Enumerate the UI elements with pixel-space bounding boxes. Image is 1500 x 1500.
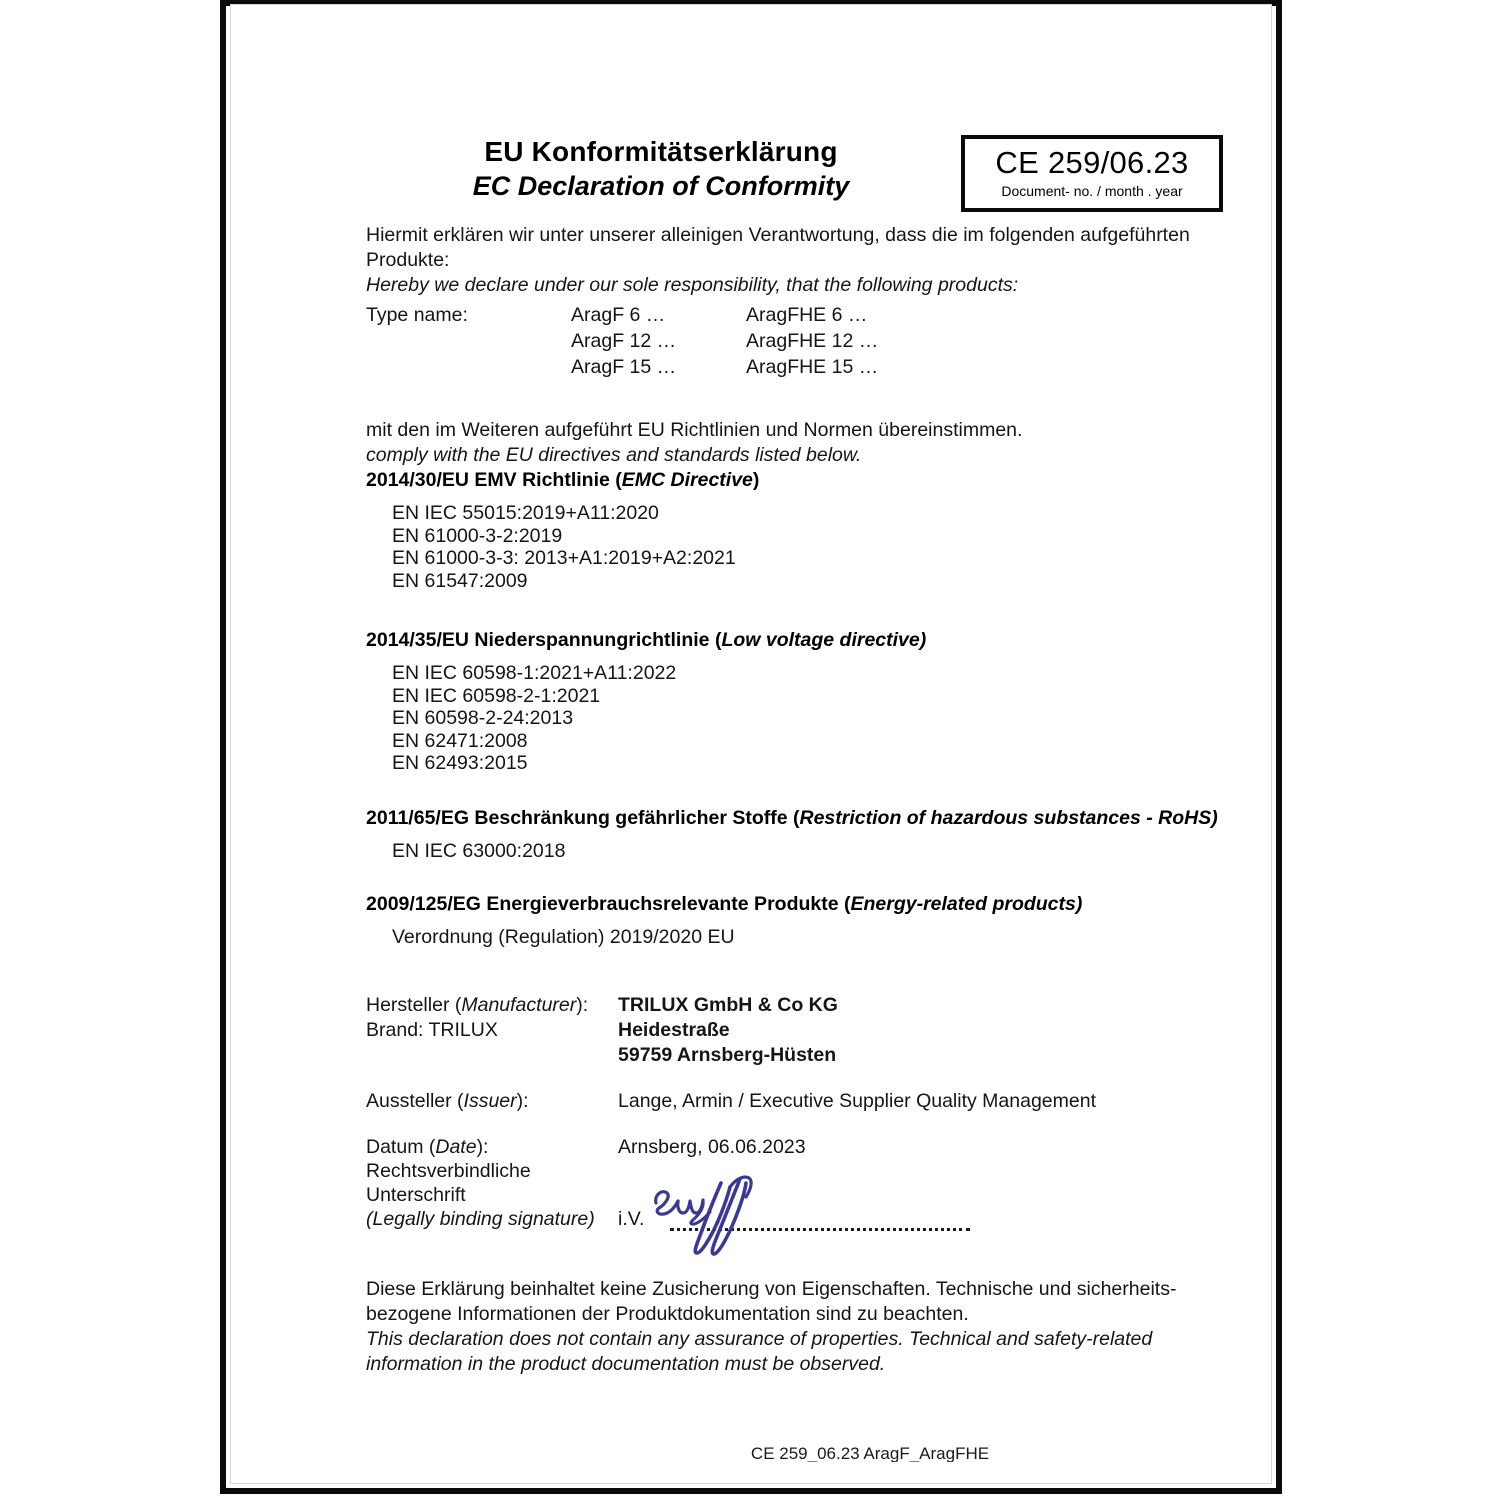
type-name-block	[366, 302, 1066, 380]
document-number: CE 259/06.23	[995, 145, 1189, 180]
type-name-label: Type name:	[366, 304, 468, 326]
standard-item: EN IEC 60598-1:2021+A11:2022	[392, 662, 677, 684]
directive-heading-tail: )	[752, 469, 760, 491]
issuer-row	[366, 1089, 1266, 1114]
manufacturer-name: TRILUX GmbH & Co KG	[618, 994, 838, 1016]
intro-de-line2: Produkte:	[366, 249, 450, 271]
directive-heading	[366, 627, 1266, 653]
directive-heading-italic: EMC Directive	[621, 469, 753, 491]
intro-en-line: Hereby we declare under our sole responsibility, that the following products:	[366, 274, 1019, 296]
brand-label: Brand: TRILUX	[366, 1019, 498, 1041]
manufacturer-label-tail: ):	[576, 994, 589, 1016]
date-label-italic: Date	[435, 1136, 477, 1158]
type-value-aragfhe: AragFHE 6 …	[746, 304, 868, 326]
directive-heading	[366, 891, 1266, 917]
document-number-caption: Document- no. / month . year	[1001, 183, 1183, 199]
footer-text: CE 259_06.23 AragF_AragFHE	[750, 1444, 990, 1462]
comply-en: comply with the EU directives and standards listed below.	[366, 444, 862, 466]
type-row	[366, 354, 1066, 380]
spacer	[366, 1114, 1266, 1135]
directive-heading-main: 2014/35/EU Niederspannungrichtlinie (	[366, 629, 722, 651]
manufacturer-row	[366, 993, 1266, 1018]
page-inner-border	[230, 4, 1272, 1484]
disclaimer-de-line2: bezogene Informationen der Produktdokumentation sind zu beachten.	[366, 1303, 969, 1325]
standard-item: EN 61000-3-2:2019	[392, 524, 563, 547]
type-row	[366, 328, 1066, 354]
signature-caption-line1: Rechtsverbindliche	[366, 1160, 531, 1182]
directive-section-energy-related	[366, 891, 1266, 949]
standard-item: EN 61000-3-3: 2013+A1:2019+A2:2021	[392, 547, 736, 569]
issuer-label	[366, 1089, 618, 1114]
page-title-en: EC Declaration of Conformity	[472, 171, 850, 201]
metadata-block	[366, 993, 1266, 1160]
type-value-aragf: AragF 15 …	[571, 356, 677, 378]
directive-heading	[366, 467, 1266, 493]
standard-item: EN 62493:2015	[392, 752, 528, 774]
directive-heading-italic: Energy-related products)	[850, 893, 1083, 915]
signature-dotted-line	[670, 1211, 970, 1231]
date-label-tail: ):	[476, 1136, 489, 1158]
type-value-aragfhe: AragFHE 15 …	[746, 356, 879, 378]
brand-row	[366, 1018, 1266, 1043]
date-label	[366, 1135, 618, 1160]
standard-item: EN IEC 63000:2018	[392, 840, 566, 862]
date-label-de: Datum (	[366, 1136, 436, 1158]
disclaimer-de-line1: Diese Erklärung beinhaltet keine Zusicherung von Eigenschaften. Technische und sicherheits-	[366, 1278, 1177, 1300]
address-spacer	[366, 1043, 618, 1068]
manufacturer-label-de: Hersteller (	[366, 994, 462, 1016]
signature-row	[366, 1207, 1266, 1231]
directive-heading-italic: Restriction of hazardous substances - RoHS)	[799, 807, 1218, 829]
directive-section-low-voltage	[366, 627, 1266, 775]
manufacturer-city: 59759 Arnsberg-Hüsten	[618, 1044, 837, 1066]
disclaimer-block	[366, 1277, 1246, 1377]
directive-heading-main: 2014/30/EU EMV Richtlinie (	[366, 469, 622, 491]
standard-item: EN 60598-2-24:2013	[392, 707, 574, 729]
standard-item: EN IEC 55015:2019+A11:2020	[392, 502, 659, 524]
directive-heading-main: 2011/65/EG Beschränkung gefährlicher Stoffe (	[366, 807, 800, 829]
standard-item: Verordnung (Regulation) 2019/2020 EU	[392, 926, 735, 948]
document-body	[231, 5, 1271, 1483]
manufacturer-label	[366, 993, 618, 1018]
disclaimer-en-line2: information in the product documentation must be observed.	[366, 1353, 886, 1375]
signature-block	[366, 1159, 1266, 1231]
type-value-aragfhe: AragFHE 12 …	[746, 330, 879, 352]
document-number-box	[961, 135, 1223, 212]
directive-section-rohs	[366, 805, 1266, 863]
signature-iv-label: i.V.	[618, 1208, 645, 1230]
date-value: Arnsberg, 06.06.2023	[618, 1136, 806, 1158]
type-spacer	[366, 328, 571, 354]
directive-section-emc	[366, 467, 1266, 592]
comply-paragraph	[366, 418, 1246, 468]
directive-heading-italic: Low voltage directive)	[721, 629, 927, 651]
intro-de-line1: Hiermit erklären wir unter unserer alleinigen Verantwortung, dass die im folgenden aufgeführten	[366, 224, 1190, 246]
signature-caption-line3: (Legally binding signature)	[366, 1208, 595, 1230]
signature-caption-line2: Unterschrift	[366, 1184, 466, 1206]
standards-list	[392, 840, 1266, 863]
spacer	[366, 1068, 1266, 1089]
type-spacer	[366, 354, 571, 380]
type-row	[366, 302, 1066, 328]
page-title-de: EU Konformitätserklärung	[484, 136, 838, 167]
document-title-block	[361, 135, 961, 203]
issuer-label-tail: ):	[516, 1090, 529, 1112]
standards-list	[392, 926, 1266, 949]
standard-item: EN 62471:2008	[392, 729, 528, 752]
issuer-value: Lange, Armin / Executive Supplier Quality Management	[618, 1090, 1097, 1112]
standard-item: EN IEC 60598-2-1:2021	[392, 684, 601, 707]
standards-list	[392, 502, 1266, 592]
directive-heading	[366, 805, 1266, 831]
page-footer	[0, 1444, 1500, 1462]
document-page	[220, 0, 1282, 1494]
type-value-aragf: AragF 6 …	[571, 304, 666, 326]
address-row	[366, 1043, 1266, 1068]
comply-de: mit den im Weiteren aufgeführt EU Richtlinien und Normen übereinstimmen.	[366, 419, 1023, 441]
standards-list	[392, 662, 1266, 775]
issuer-label-italic: Issuer	[463, 1090, 517, 1112]
date-row	[366, 1135, 1266, 1160]
manufacturer-street: Heidestraße	[618, 1019, 730, 1041]
disclaimer-en-line1: This declaration does not contain any assurance of properties. Technical and safety-related	[366, 1328, 1153, 1350]
standard-item: EN 61547:2009	[392, 569, 528, 592]
issuer-label-de: Aussteller (	[366, 1090, 464, 1112]
manufacturer-label-italic: Manufacturer	[461, 994, 577, 1016]
directive-heading-main: 2009/125/EG Energieverbrauchsrelevante Produkte (	[366, 893, 851, 915]
intro-paragraph	[366, 223, 1236, 298]
type-value-aragf: AragF 12 …	[571, 330, 677, 352]
